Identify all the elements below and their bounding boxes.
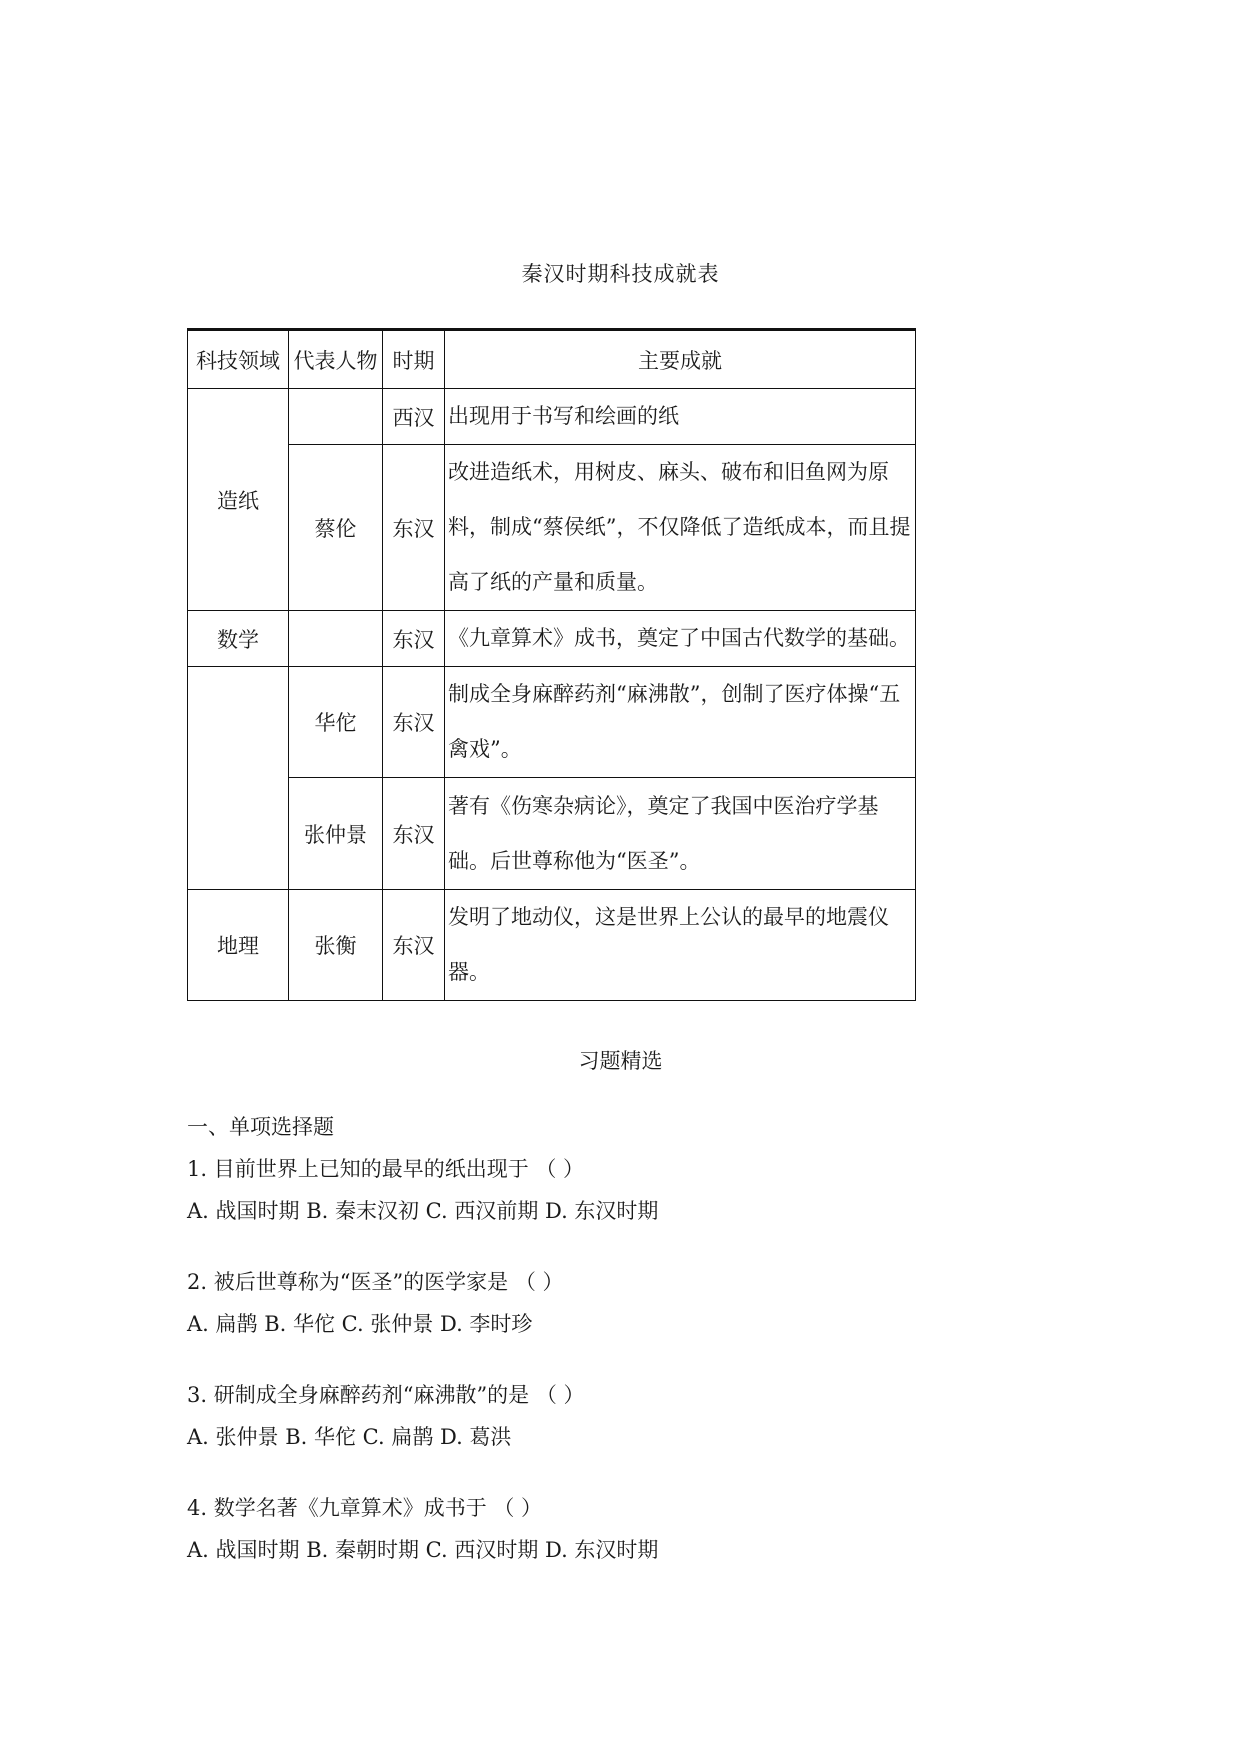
cell-achievement: 《九章算术》成书，奠定了中国古代数学的基础。 xyxy=(445,611,916,667)
table-row xyxy=(188,778,916,890)
cell-period: 西汉 xyxy=(383,389,445,445)
header-achievement: 主要成就 xyxy=(445,330,916,389)
cell-period: 东汉 xyxy=(383,445,445,611)
table-row xyxy=(188,667,916,778)
cell-achievement: 制成全身麻醉药剂“麻沸散”，创制了医疗体操“五禽戏”。 xyxy=(445,667,916,778)
exercises-title: 习题精选 xyxy=(578,1049,663,1073)
header-person: 代表人物 xyxy=(289,330,383,389)
question-list xyxy=(187,1112,1087,1565)
question-stem: 4. 数学名著《九章算术》成书于 （ ） xyxy=(187,1496,543,1520)
question-stem: 2. 被后世尊称为“医圣”的医学家是 （ ） xyxy=(187,1270,564,1294)
section-heading: 一、单项选择题 xyxy=(187,1115,334,1139)
question-options: A. 扁鹊 B. 华佗 C. 张仲景 D. 李时珍 xyxy=(187,1312,533,1336)
cell-achievement: 著有《伤寒杂病论》，奠定了我国中医治疗学基础。后世尊称他为“医圣”。 xyxy=(445,778,916,890)
cell-period: 东汉 xyxy=(383,778,445,890)
cell-field: 造纸 xyxy=(188,389,289,611)
question-stem: 1. 目前世界上已知的最早的纸出现于 （ ） xyxy=(187,1157,585,1181)
achievements-table xyxy=(187,328,916,1001)
cell-achievement: 发明了地动仪，这是世界上公认的最早的地震仪器。 xyxy=(445,890,916,1001)
cell-person: 蔡伦 xyxy=(289,445,383,611)
question-options: A. 张仲景 B. 华佗 C. 扁鹊 D. 葛洪 xyxy=(187,1425,512,1449)
question-options: A. 战国时期 B. 秦末汉初 C. 西汉前期 D. 东汉时期 xyxy=(187,1199,659,1223)
cell-period: 东汉 xyxy=(383,890,445,1001)
table-row xyxy=(188,611,916,667)
cell-field xyxy=(188,667,289,890)
cell-field: 数学 xyxy=(188,611,289,667)
cell-person xyxy=(289,611,383,667)
question-item xyxy=(187,1493,1087,1565)
cell-period: 东汉 xyxy=(383,611,445,667)
cell-person: 张仲景 xyxy=(289,778,383,890)
cell-achievement: 出现用于书写和绘画的纸 xyxy=(445,389,916,445)
question-item xyxy=(187,1267,1087,1339)
page-title: 秦汉时期科技成就表 xyxy=(521,262,720,286)
cell-period: 东汉 xyxy=(383,667,445,778)
cell-person: 张衡 xyxy=(289,890,383,1001)
question-item xyxy=(187,1380,1087,1452)
table-row xyxy=(188,445,916,611)
question-item xyxy=(187,1154,1087,1226)
cell-achievement: 改进造纸术，用树皮、麻头、破布和旧鱼网为原料，制成“蔡侯纸”，不仅降低了造纸成本，而且提高了纸的产量和质量。 xyxy=(445,445,916,611)
table-row xyxy=(188,890,916,1001)
header-field: 科技领域 xyxy=(188,330,289,389)
table-row xyxy=(188,389,916,445)
header-period: 时期 xyxy=(383,330,445,389)
cell-field: 地理 xyxy=(188,890,289,1001)
cell-person: 华佗 xyxy=(289,667,383,778)
cell-person xyxy=(289,389,383,445)
question-stem: 3. 研制成全身麻醉药剂“麻沸散”的是 （ ） xyxy=(187,1383,585,1407)
table-header-row xyxy=(188,330,916,389)
question-options: A. 战国时期 B. 秦朝时期 C. 西汉时期 D. 东汉时期 xyxy=(187,1538,659,1562)
